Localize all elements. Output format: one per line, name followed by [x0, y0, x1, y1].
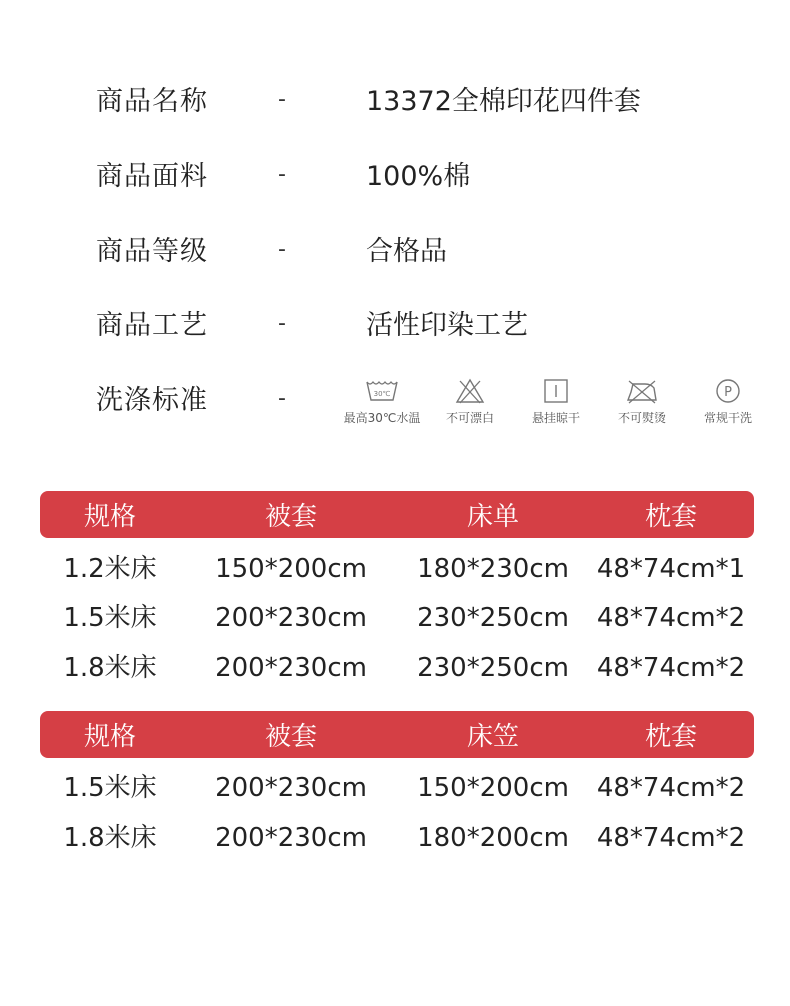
table1-cell-pillow: 48*74cm*2: [596, 653, 746, 683]
wash-label: 常规干洗: [703, 411, 752, 425]
no-bleach-item: [425, 378, 515, 438]
table2-cell-spec: 1.8米床: [63, 823, 157, 853]
info-value: 100%棉: [366, 161, 471, 192]
dry-clean-item: [683, 378, 773, 438]
wash-temp-text: 30℃: [373, 390, 391, 398]
table2-header-fitted: 床笠: [466, 722, 519, 752]
table1-cell-duvet: 200*230cm: [215, 653, 367, 683]
table1-cell-sheet: 230*250cm: [417, 603, 569, 633]
table1-cell-spec: 1.8米床: [63, 653, 157, 683]
info-dash: -: [278, 386, 286, 411]
wash-label: 不可熨烫: [617, 411, 666, 425]
info-dash: -: [278, 87, 286, 112]
info-row-name: [0, 82, 790, 122]
info-label: 商品等级: [96, 236, 208, 267]
hang-dry-icon: [539, 378, 573, 404]
table1-header-spec: 规格: [83, 502, 136, 532]
dry-clean-icon: [711, 378, 745, 404]
table2-cell-fitted: 180*200cm: [417, 823, 569, 853]
table1-cell-duvet: 150*200cm: [215, 554, 367, 584]
table1-header-sheet: 床单: [466, 502, 519, 532]
wash-30-item: [337, 378, 427, 438]
wash-label: 悬挂晾干: [531, 411, 580, 425]
table2-header-duvet: 被套: [264, 722, 317, 752]
no-iron-item: [597, 378, 687, 438]
table1-cell-spec: 1.2米床: [63, 554, 157, 584]
table1-cell-duvet: 200*230cm: [215, 603, 367, 633]
table1-cell-pillow: 48*74cm*2: [596, 603, 746, 633]
no-iron-icon: [625, 378, 659, 404]
hang-dry-item: [511, 378, 601, 438]
table1-cell-sheet: 230*250cm: [417, 653, 569, 683]
table2-header-pillow: 枕套: [644, 722, 697, 752]
info-dash: -: [278, 162, 286, 187]
dry-clean-letter: P: [724, 385, 732, 400]
wash-label: 不可漂白: [445, 411, 494, 425]
info-label: 商品工艺: [96, 310, 208, 341]
info-value: 13372全棉印花四件套: [366, 86, 641, 117]
wash-label: 最高30℃水温: [343, 411, 421, 425]
table1-cell-spec: 1.5米床: [63, 603, 157, 633]
table2-cell-duvet: 200*230cm: [215, 773, 367, 803]
info-label: 商品名称: [96, 86, 208, 117]
table2-header: [40, 711, 754, 758]
info-label: 洗涤标准: [96, 385, 208, 416]
table2-cell-pillow: 48*74cm*2: [596, 773, 746, 803]
table2-cell-spec: 1.5米床: [63, 773, 157, 803]
info-value: 活性印染工艺: [366, 310, 528, 341]
info-label: 商品面料: [96, 161, 208, 192]
table1-header-pillow: 枕套: [644, 502, 697, 532]
table1-header-duvet: 被套: [264, 502, 317, 532]
info-dash: -: [278, 311, 286, 336]
table2-header-spec: 规格: [83, 722, 136, 752]
table2-cell-duvet: 200*230cm: [215, 823, 367, 853]
info-row-fabric: [0, 157, 790, 197]
info-row-grade: [0, 232, 790, 272]
table2-cell-pillow: 48*74cm*2: [596, 823, 746, 853]
table1-cell-pillow: 48*74cm*1: [596, 554, 746, 584]
table2-cell-fitted: 150*200cm: [417, 773, 569, 803]
info-row-craft: [0, 306, 790, 346]
table1-cell-sheet: 180*230cm: [417, 554, 569, 584]
no-bleach-icon: [453, 378, 487, 404]
info-dash: -: [278, 237, 286, 262]
info-value: 合格品: [366, 236, 447, 267]
wash-30-icon: [365, 378, 399, 404]
table1-header: [40, 491, 754, 538]
